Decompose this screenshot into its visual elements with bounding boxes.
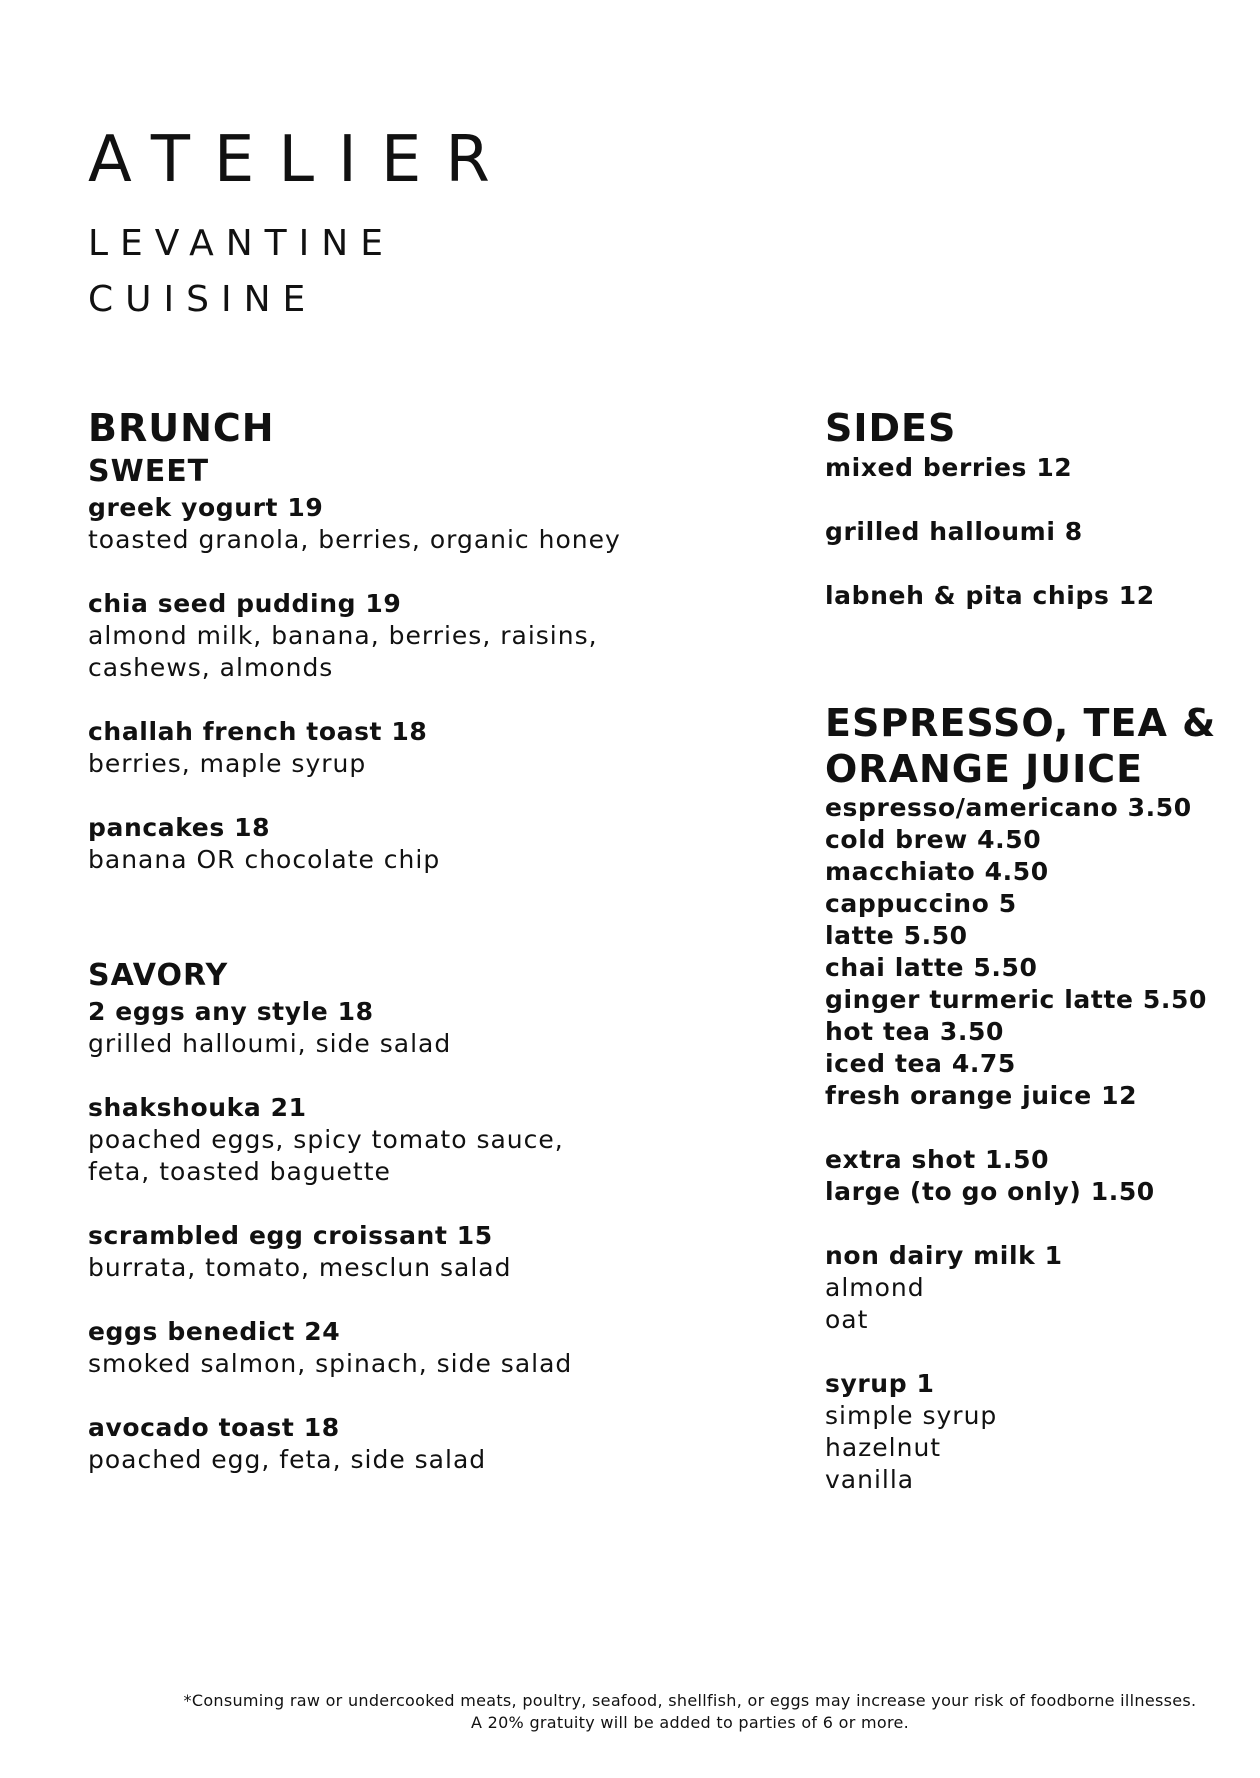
brunch-column [88,404,728,1508]
menu-item-name: challah french toast 18 [88,717,428,746]
savory-list [88,996,728,1476]
side-item: mixed berries 12 [825,453,1073,482]
milk-option: almond [825,1273,925,1302]
menu-item-name: avocado toast 18 [88,1413,340,1442]
drink-item: fresh orange juice 12 [825,1081,1138,1110]
drinks-list [825,792,1245,1112]
drink-item: chai latte 5.50 [825,953,1038,982]
menu-item [88,1092,728,1188]
menu-item-desc: grilled halloumi, side salad [88,1029,452,1058]
milk-option: oat [825,1305,869,1334]
drink-item: iced tea 4.75 [825,1049,1016,1078]
syrup-option: vanilla [825,1465,915,1494]
menu-item-desc: poached egg, feta, side salad [88,1445,487,1474]
syrup-option: simple syrup [825,1401,998,1430]
drink-item: ginger turmeric latte 5.50 [825,985,1207,1014]
menu-item [88,1316,728,1380]
sweet-list [88,492,728,876]
milk-options [825,1240,1245,1336]
menu-item-name: chia seed pudding 19 [88,589,402,618]
cuisine-subtitle-line-1: LEVANTINE [88,223,395,264]
menu-item-name: 2 eggs any style 18 [88,997,374,1026]
drink-item: cold brew 4.50 [825,825,1042,854]
drinks-section [825,700,1245,1496]
cuisine-subtitle-line-2: CUISINE [88,279,318,320]
menu-item [88,1412,728,1476]
menu-item [88,716,728,780]
drink-item: espresso/americano 3.50 [825,793,1192,822]
menu-item [88,812,728,876]
menu-item-desc: poached eggs, spicy tomato sauce, [88,1125,564,1154]
menu-item-desc: cashews, almonds [88,653,334,682]
menu-item-name: scrambled egg croissant 15 [88,1221,493,1250]
menu-item-name: eggs benedict 24 [88,1317,341,1346]
drink-extra: large (to go only) 1.50 [825,1177,1155,1206]
sides-heading: SIDES [825,406,957,450]
footer-disclaimer [0,1690,1260,1734]
menu-item-desc: banana OR chocolate chip [88,845,441,874]
menu-item [88,492,728,556]
gratuity-notice: A 20% gratuity will be added to parties of 6 or more. [470,1713,910,1732]
drink-item: macchiato 4.50 [825,857,1049,886]
sides-list [825,452,1245,612]
menu-item-desc: feta, toasted baguette [88,1157,391,1186]
side-item: labneh & pita chips 12 [825,581,1155,610]
menu-item-name: pancakes 18 [88,813,271,842]
menu-item-name: greek yogurt 19 [88,493,324,522]
menu-item [88,1220,728,1284]
drink-extras-list [825,1144,1245,1208]
menu-item [88,588,728,684]
menu-item [88,996,728,1060]
drink-extra: extra shot 1.50 [825,1145,1050,1174]
menu-item-desc: burrata, tomato, mesclun salad [88,1253,512,1282]
brand-header [88,123,514,328]
cuisine-subtitle [88,216,514,328]
menu-item-desc: toasted granola, berries, organic honey [88,525,621,554]
drinks-heading-line-2: ORANGE JUICE [825,747,1144,791]
drink-item: hot tea 3.50 [825,1017,1004,1046]
drinks-heading-line-1: ESPRESSO, TEA & [825,701,1217,745]
menu-item-desc: almond milk, banana, berries, raisins, [88,621,598,650]
side-item: grilled halloumi 8 [825,517,1083,546]
syrup-option-title: syrup 1 [825,1369,935,1398]
sweet-heading: SWEET [88,454,210,489]
menu-item-desc: berries, maple syrup [88,749,367,778]
drink-item: latte 5.50 [825,921,968,950]
restaurant-name: ATELIER [88,123,514,197]
sides-drinks-column [825,404,1245,1528]
menu-item-desc: smoked salmon, spinach, side salad [88,1349,573,1378]
savory-heading: SAVORY [88,958,229,993]
food-safety-notice: *Consuming raw or undercooked meats, poultry, seafood, shellfish, or eggs may increase your risk of foodborne illnesses. [183,1691,1197,1710]
drinks-heading [825,700,1245,792]
syrup-options [825,1368,1245,1496]
menu-item-name: shakshouka 21 [88,1093,307,1122]
drink-item: cappuccino 5 [825,889,1017,918]
milk-option-title: non dairy milk 1 [825,1241,1063,1270]
syrup-option: hazelnut [825,1433,942,1462]
brunch-heading: BRUNCH [88,406,275,450]
